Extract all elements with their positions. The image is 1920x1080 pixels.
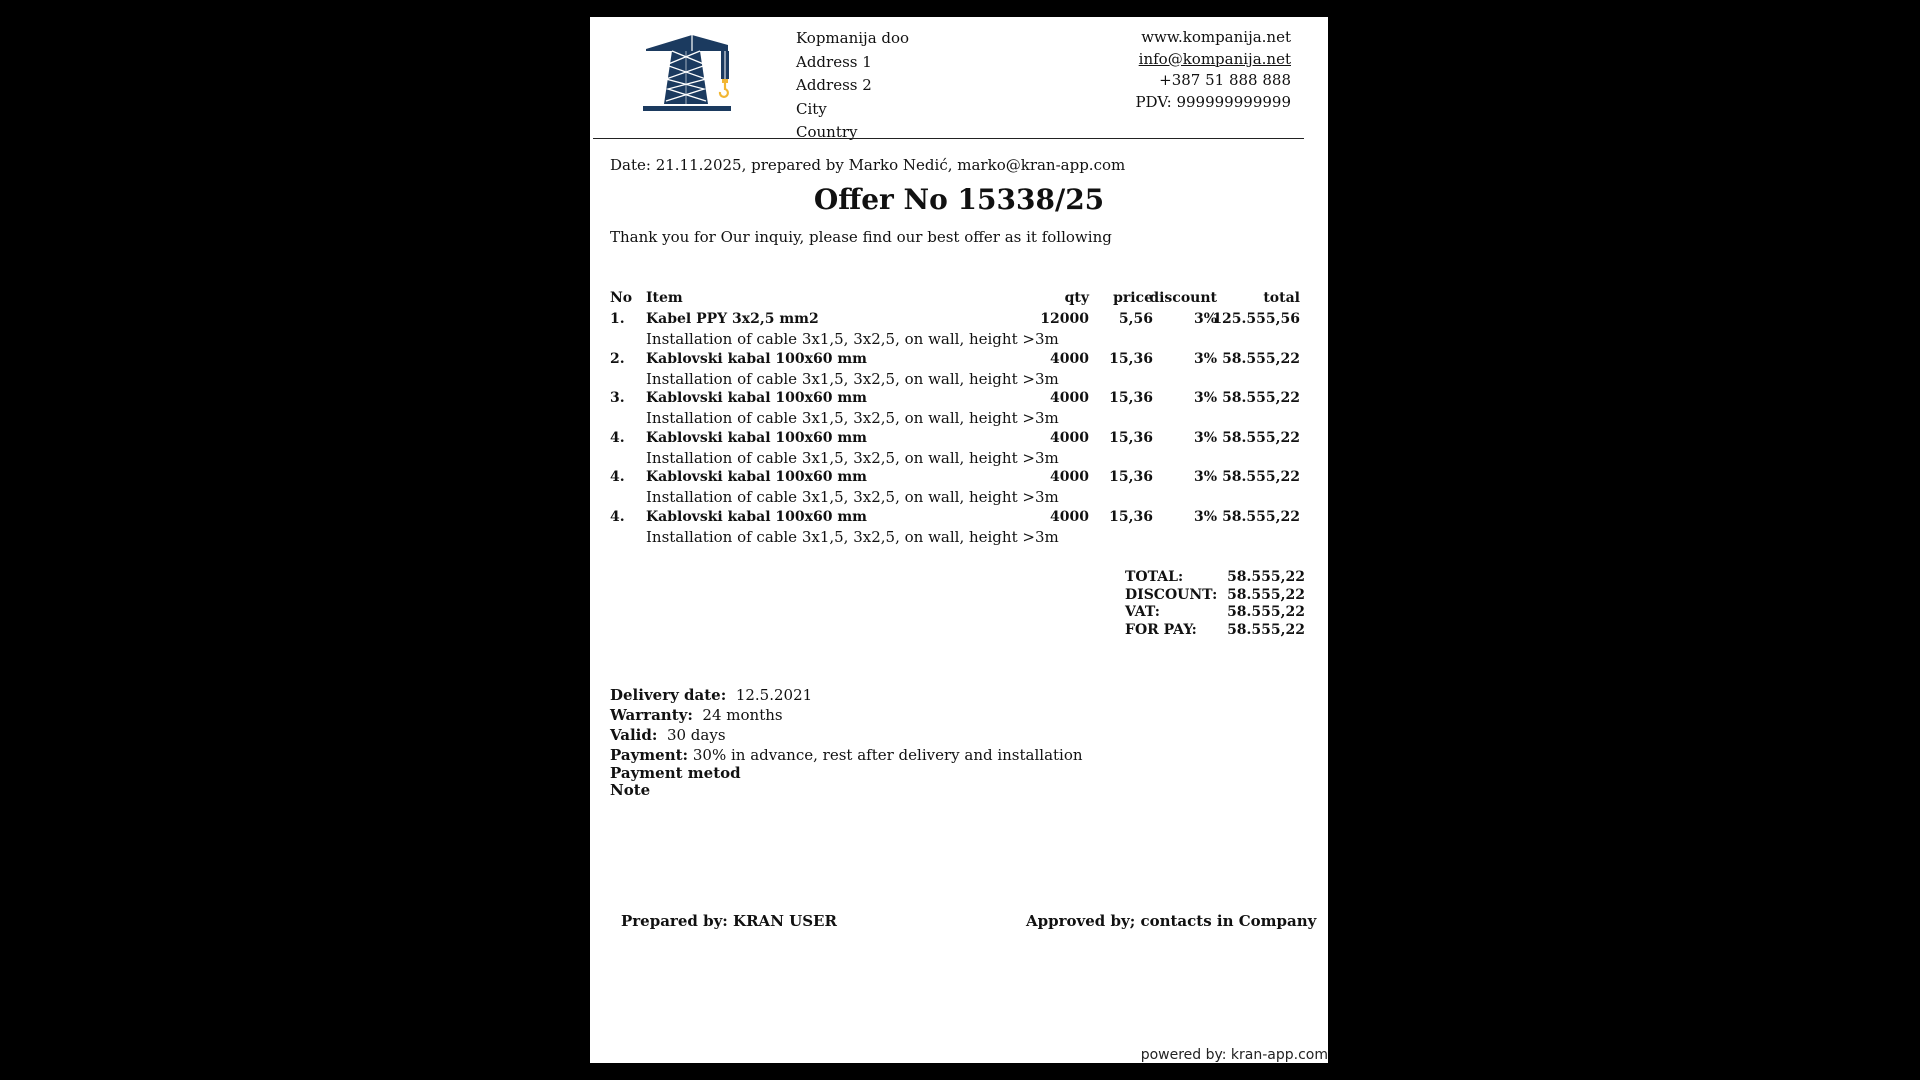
row-item-description: Installation of cable 3x1,5, 3x2,5, on wall, height >3m: [646, 409, 1059, 428]
row-qty: 4000: [1050, 350, 1089, 367]
row-qty: 4000: [1050, 508, 1089, 525]
row-total: 125.555,56: [1212, 311, 1300, 327]
row-no: 4.: [610, 469, 625, 486]
offer-terms: [610, 686, 1083, 799]
row-item-description: Installation of cable 3x1,5, 3x2,5, on wall, height >3m: [646, 330, 1059, 348]
payment-terms: [610, 746, 1083, 764]
email-link[interactable]: info@kompanija.net: [1138, 49, 1291, 68]
row-item-name: Kablovski kabal 100x60 mm: [646, 508, 867, 525]
discount-value: 58.555,22: [1227, 586, 1305, 603]
row-item-name: Kablovski kabal 100x60 mm: [646, 350, 867, 367]
company-address-2: Address 2: [796, 76, 872, 94]
row-no: 1.: [610, 311, 625, 327]
delivery-date: [610, 686, 1083, 706]
row-item-name: Kabel PPY 3x2,5 mm2: [646, 311, 819, 327]
vat-value: 58.555,22: [1227, 604, 1305, 620]
company-country: Country: [796, 123, 858, 141]
row-item-description: Installation of cable 3x1,5, 3x2,5, on wall, height >3m: [646, 527, 1059, 546]
row-item-description: Installation of cable 3x1,5, 3x2,5, on wall, height >3m: [646, 369, 1059, 388]
row-price: 15,36: [1109, 350, 1153, 367]
company-city: City: [796, 99, 827, 118]
row-price: 5,56: [1118, 311, 1153, 327]
payment-value: 30% in advance, rest after delivery and installation: [692, 746, 1083, 764]
row-price: 15,36: [1109, 469, 1153, 486]
vat-label: VAT:: [1125, 604, 1160, 620]
total-label: TOTAL:: [1125, 569, 1184, 585]
header-total: total: [1263, 290, 1300, 306]
row-item-name: Kablovski kabal 100x60 mm: [646, 429, 867, 446]
valid-label: Valid:: [610, 726, 658, 744]
phone-number: +387 51 888 888: [1159, 71, 1291, 89]
row-item-name: Kablovski kabal 100x60 mm: [646, 469, 867, 486]
company-name: Kopmanija doo: [796, 29, 910, 47]
row-discount: 3%: [1193, 350, 1217, 367]
header-price: price: [1113, 290, 1153, 306]
valid-value: 30 days: [666, 726, 726, 744]
row-discount: 3%: [1193, 508, 1217, 525]
validity: [610, 726, 1083, 746]
for-pay-value: 58.555,22: [1227, 621, 1305, 638]
note: [610, 781, 1083, 799]
row-no: 4.: [610, 429, 625, 446]
delivery-date-label: Delivery date:: [610, 686, 727, 704]
website-link[interactable]: www.kompanija.net: [1141, 28, 1291, 46]
header-divider: [593, 138, 1304, 139]
row-item-description: Installation of cable 3x1,5, 3x2,5, on wall, height >3m: [646, 488, 1059, 507]
warranty: [610, 706, 1083, 726]
company-address: [796, 27, 909, 145]
row-discount: 3%: [1193, 311, 1217, 327]
table-header: [610, 290, 1300, 308]
page-title: Offer No 15338/25: [813, 183, 1105, 216]
table-row: [610, 351, 1300, 391]
row-qty: 4000: [1050, 469, 1089, 486]
powered-by[interactable]: powered by: kran-app.com: [1140, 1047, 1328, 1063]
warranty-label: Warranty:: [610, 706, 693, 724]
total-value: 58.555,22: [1227, 569, 1305, 585]
warranty-value: 24 months: [702, 706, 783, 724]
table-row: [610, 390, 1300, 430]
vat-row: [1125, 604, 1305, 622]
table-row: [610, 311, 1300, 351]
delivery-date-value: 12.5.2021: [735, 686, 813, 704]
row-price: 15,36: [1109, 390, 1153, 407]
row-total: 58.555,22: [1222, 508, 1300, 525]
date-line: Date: 21.11.2025, prepared by Marko Nedić, marko@kran-app.com: [610, 156, 1126, 174]
row-total: 58.555,22: [1222, 350, 1300, 367]
crane-icon: [642, 31, 732, 113]
header-qty: qty: [1064, 290, 1089, 306]
row-no: 2.: [610, 350, 625, 367]
table-row: [610, 430, 1300, 470]
approved-by: Approved by; contacts in Company: [1026, 912, 1317, 930]
totals-summary: [1125, 569, 1305, 639]
table-row: [610, 469, 1300, 509]
for-pay-row: [1125, 622, 1305, 640]
row-qty: 4000: [1050, 390, 1089, 407]
payment-label: Payment:: [610, 746, 689, 764]
row-discount: 3%: [1193, 390, 1217, 407]
header-discount: discount: [1149, 290, 1217, 306]
intro-text: Thank you for Our inquiy, please find our best offer as it following: [610, 228, 1112, 246]
row-no: 4.: [610, 508, 625, 525]
total-row: [1125, 569, 1305, 587]
company-address-1: Address 1: [796, 52, 872, 71]
row-qty: 12000: [1040, 311, 1089, 327]
payment-method-label: Payment metod: [610, 763, 741, 782]
table-row: [610, 509, 1300, 549]
row-discount: 3%: [1193, 429, 1217, 446]
row-total: 58.555,22: [1222, 390, 1300, 407]
row-no: 3.: [610, 390, 625, 407]
offer-document: [590, 17, 1328, 1063]
payment-method: [610, 764, 1083, 782]
company-contacts: [1135, 27, 1291, 113]
items-table: [610, 290, 1300, 549]
row-item-name: Kablovski kabal 100x60 mm: [646, 390, 867, 407]
row-price: 15,36: [1109, 429, 1153, 446]
note-label: Note: [610, 781, 651, 799]
vat-id: PDV: 999999999999: [1135, 92, 1291, 111]
row-total: 58.555,22: [1222, 429, 1300, 446]
row-total: 58.555,22: [1222, 469, 1300, 486]
prepared-by: Prepared by: KRAN USER: [621, 912, 837, 930]
row-price: 15,36: [1109, 508, 1153, 525]
discount-row: [1125, 587, 1305, 605]
header-item: Item: [646, 290, 683, 306]
discount-label: DISCOUNT:: [1125, 586, 1218, 603]
header-no: No: [610, 290, 633, 306]
row-item-description: Installation of cable 3x1,5, 3x2,5, on wall, height >3m: [646, 448, 1059, 467]
row-qty: 4000: [1050, 429, 1089, 446]
row-discount: 3%: [1193, 469, 1217, 486]
for-pay-label: FOR PAY:: [1125, 621, 1197, 638]
